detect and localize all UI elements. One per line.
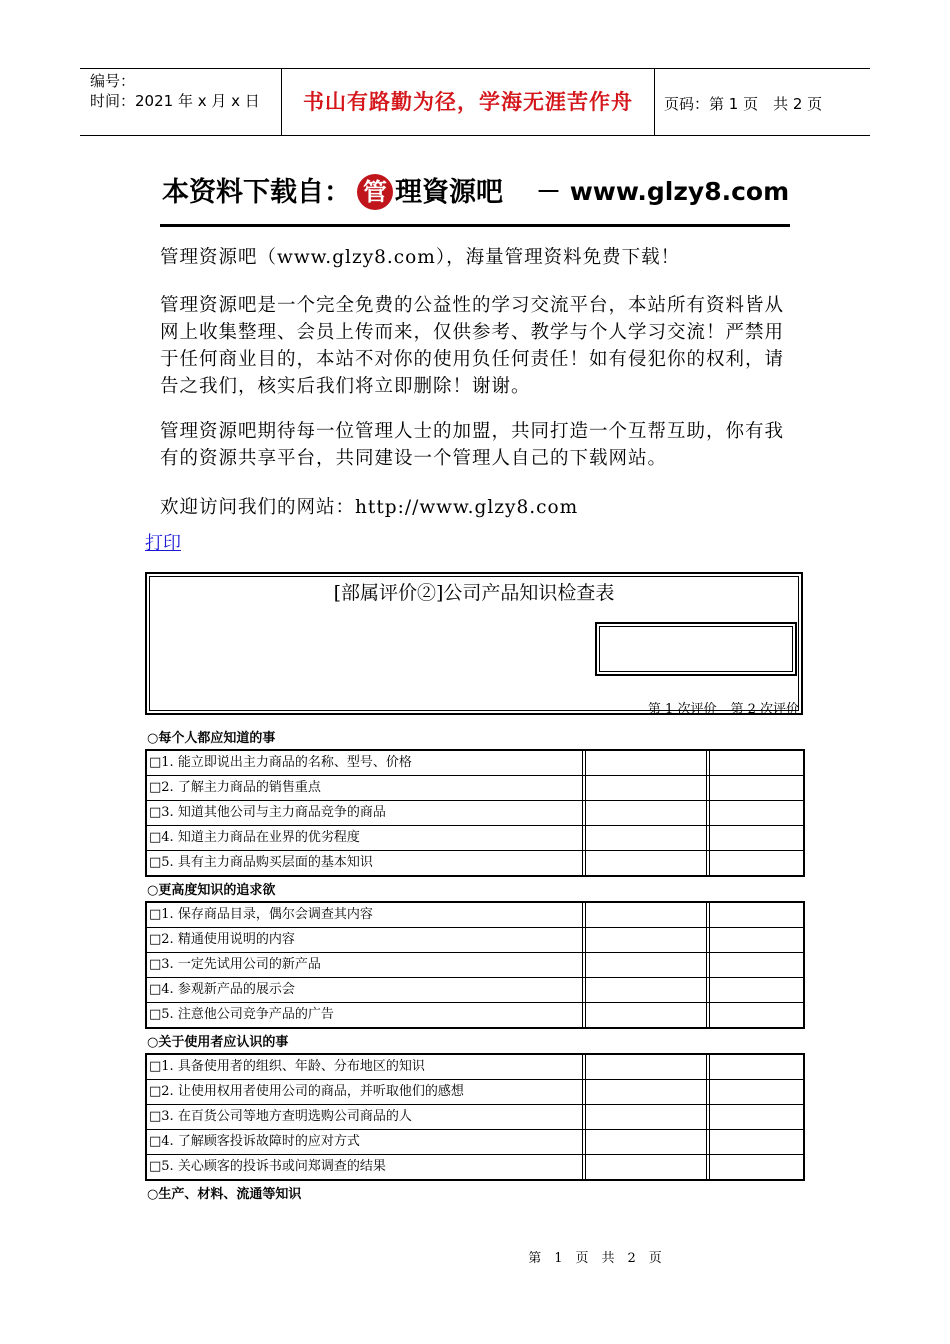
eval2-label: 第 2 次评价 xyxy=(730,702,799,717)
checklist-table xyxy=(145,1053,805,1181)
table-row xyxy=(147,1055,803,1079)
table-row xyxy=(147,751,803,775)
eval2-cell[interactable] xyxy=(709,776,803,800)
item-label: □4. 了解顾客投诉故障时的应对方式 xyxy=(147,1130,583,1154)
banner-paragraph-3: 管理资源吧期待每一位管理人士的加盟，共同打造一个互帮互助，你有我有的资源共享平台，共同建设一个管理人自己的下载网站。 xyxy=(160,421,785,469)
eval2-cell[interactable] xyxy=(709,953,803,977)
score-box-inner xyxy=(599,626,793,672)
item-label: □5. 关心顾客的投诉书或问郑调查的结果 xyxy=(147,1155,583,1179)
item-label: □4. 知道主力商品在业界的优劣程度 xyxy=(147,826,583,850)
table-row xyxy=(147,775,803,800)
table-row xyxy=(147,850,803,875)
item-label: □4. 参观新产品的展示会 xyxy=(147,978,583,1002)
item-label: □5. 具有主力商品购买层面的基本知识 xyxy=(147,851,583,875)
score-box xyxy=(595,622,797,676)
item-label: □1. 具备使用者的组织、年龄、分布地区的知识 xyxy=(147,1055,583,1079)
table-row xyxy=(147,903,803,927)
eval1-cell[interactable] xyxy=(585,903,707,927)
item-label: □3. 在百货公司等地方查明选购公司商品的人 xyxy=(147,1105,583,1129)
banner-rule xyxy=(160,224,790,227)
table-row xyxy=(147,977,803,1002)
print-link[interactable]: 打印 xyxy=(145,533,181,554)
form-title: [部属评价②]公司产品知识检查表 xyxy=(333,582,615,604)
item-label: □2. 了解主力商品的销售重点 xyxy=(147,776,583,800)
item-label: □2. 精通使用说明的内容 xyxy=(147,928,583,952)
eval2-cell[interactable] xyxy=(709,851,803,875)
eval1-label: 第 1 次评价 xyxy=(647,702,717,717)
checklist-table xyxy=(145,749,805,877)
eval2-cell[interactable] xyxy=(709,928,803,952)
table-row xyxy=(147,800,803,825)
banner-title-text: 本资料下载自： xyxy=(162,177,351,208)
page-footer: 第 1 页 共 2 页 xyxy=(528,1251,662,1266)
header-page-info: 页码：第 1 页 共 2 页 xyxy=(664,95,823,113)
eval1-cell[interactable] xyxy=(585,801,707,825)
table-row xyxy=(147,1079,803,1104)
banner-paragraph-2: 管理资源吧是一个完全免费的公益性的学习交流平台，本站所有资料皆从网上收集整理、会员上传而来，仅供参考、教学与个人学习交流！严禁用于任何商业目的，本站不对你的使用负任何责任！如有侵犯你的权利，请告之我们，核实后我们将立即删除！谢谢。 xyxy=(160,295,785,397)
eval1-cell[interactable] xyxy=(585,751,707,775)
item-label: □5. 注意他公司竞争产品的广告 xyxy=(147,1003,583,1027)
eval2-cell[interactable] xyxy=(709,1155,803,1179)
banner-paragraph-1: 管理资源吧（www.glzy8.com），海量管理资料免费下载！ xyxy=(160,247,681,268)
eval1-cell[interactable] xyxy=(585,776,707,800)
eval1-cell[interactable] xyxy=(585,851,707,875)
banner-paragraph-4: 欢迎访问我们的网站：http://www.glzy8.com xyxy=(160,497,579,518)
eval1-cell[interactable] xyxy=(585,1155,707,1179)
header-bottom-rule xyxy=(80,135,870,136)
banner-title xyxy=(162,170,503,214)
section-title: ○更高度知识的追求欲 xyxy=(147,883,276,898)
banner-brand: 理資源吧 xyxy=(395,177,503,208)
eval2-cell[interactable] xyxy=(709,1105,803,1129)
eval2-cell[interactable] xyxy=(709,1003,803,1027)
section-title: ○每个人都应知道的事 xyxy=(147,731,276,746)
evaluation-labels xyxy=(648,698,799,717)
eval1-cell[interactable] xyxy=(585,1003,707,1027)
table-row xyxy=(147,825,803,850)
item-label: □2. 让使用权用者使用公司的商品，并听取他们的感想 xyxy=(147,1080,583,1104)
eval1-cell[interactable] xyxy=(585,1130,707,1154)
checklist-table xyxy=(145,901,805,1029)
eval2-cell[interactable] xyxy=(709,1055,803,1079)
banner-url: － www.glzy8.com xyxy=(536,177,790,206)
eval2-cell[interactable] xyxy=(709,826,803,850)
item-label: □1. 保存商品目录，偶尔会调查其内容 xyxy=(147,903,583,927)
eval2-cell[interactable] xyxy=(709,801,803,825)
banner-logo-icon: 管 xyxy=(357,174,393,210)
eval1-cell[interactable] xyxy=(585,978,707,1002)
eval1-cell[interactable] xyxy=(585,826,707,850)
eval2-cell[interactable] xyxy=(709,978,803,1002)
header-number-label: 编号： xyxy=(90,72,136,90)
section-title: ○生产、材料、流通等知识 xyxy=(147,1187,302,1202)
header-motto: 书山有路勤为径，学海无涯苦作舟 xyxy=(303,89,633,114)
eval1-cell[interactable] xyxy=(585,1055,707,1079)
table-row xyxy=(147,1104,803,1129)
table-row xyxy=(147,952,803,977)
eval2-cell[interactable] xyxy=(709,1130,803,1154)
table-row xyxy=(147,1002,803,1027)
form-header-box xyxy=(145,572,803,715)
table-row xyxy=(147,927,803,952)
header-time-label: 时间：2021 年 x 月 x 日 xyxy=(90,92,260,110)
header-top-rule xyxy=(80,68,870,69)
eval1-cell[interactable] xyxy=(585,928,707,952)
eval2-cell[interactable] xyxy=(709,903,803,927)
eval1-cell[interactable] xyxy=(585,953,707,977)
table-row xyxy=(147,1129,803,1154)
item-label: □3. 一定先试用公司的新产品 xyxy=(147,953,583,977)
item-label: □1. 能立即说出主力商品的名称、型号、价格 xyxy=(147,751,583,775)
item-label: □3. 知道其他公司与主力商品竞争的商品 xyxy=(147,801,583,825)
section-title: ○关于使用者应认识的事 xyxy=(147,1035,289,1050)
table-row xyxy=(147,1154,803,1179)
eval1-cell[interactable] xyxy=(585,1080,707,1104)
eval2-cell[interactable] xyxy=(709,1080,803,1104)
eval2-cell[interactable] xyxy=(709,751,803,775)
header-divider-right xyxy=(654,68,655,135)
eval1-cell[interactable] xyxy=(585,1105,707,1129)
